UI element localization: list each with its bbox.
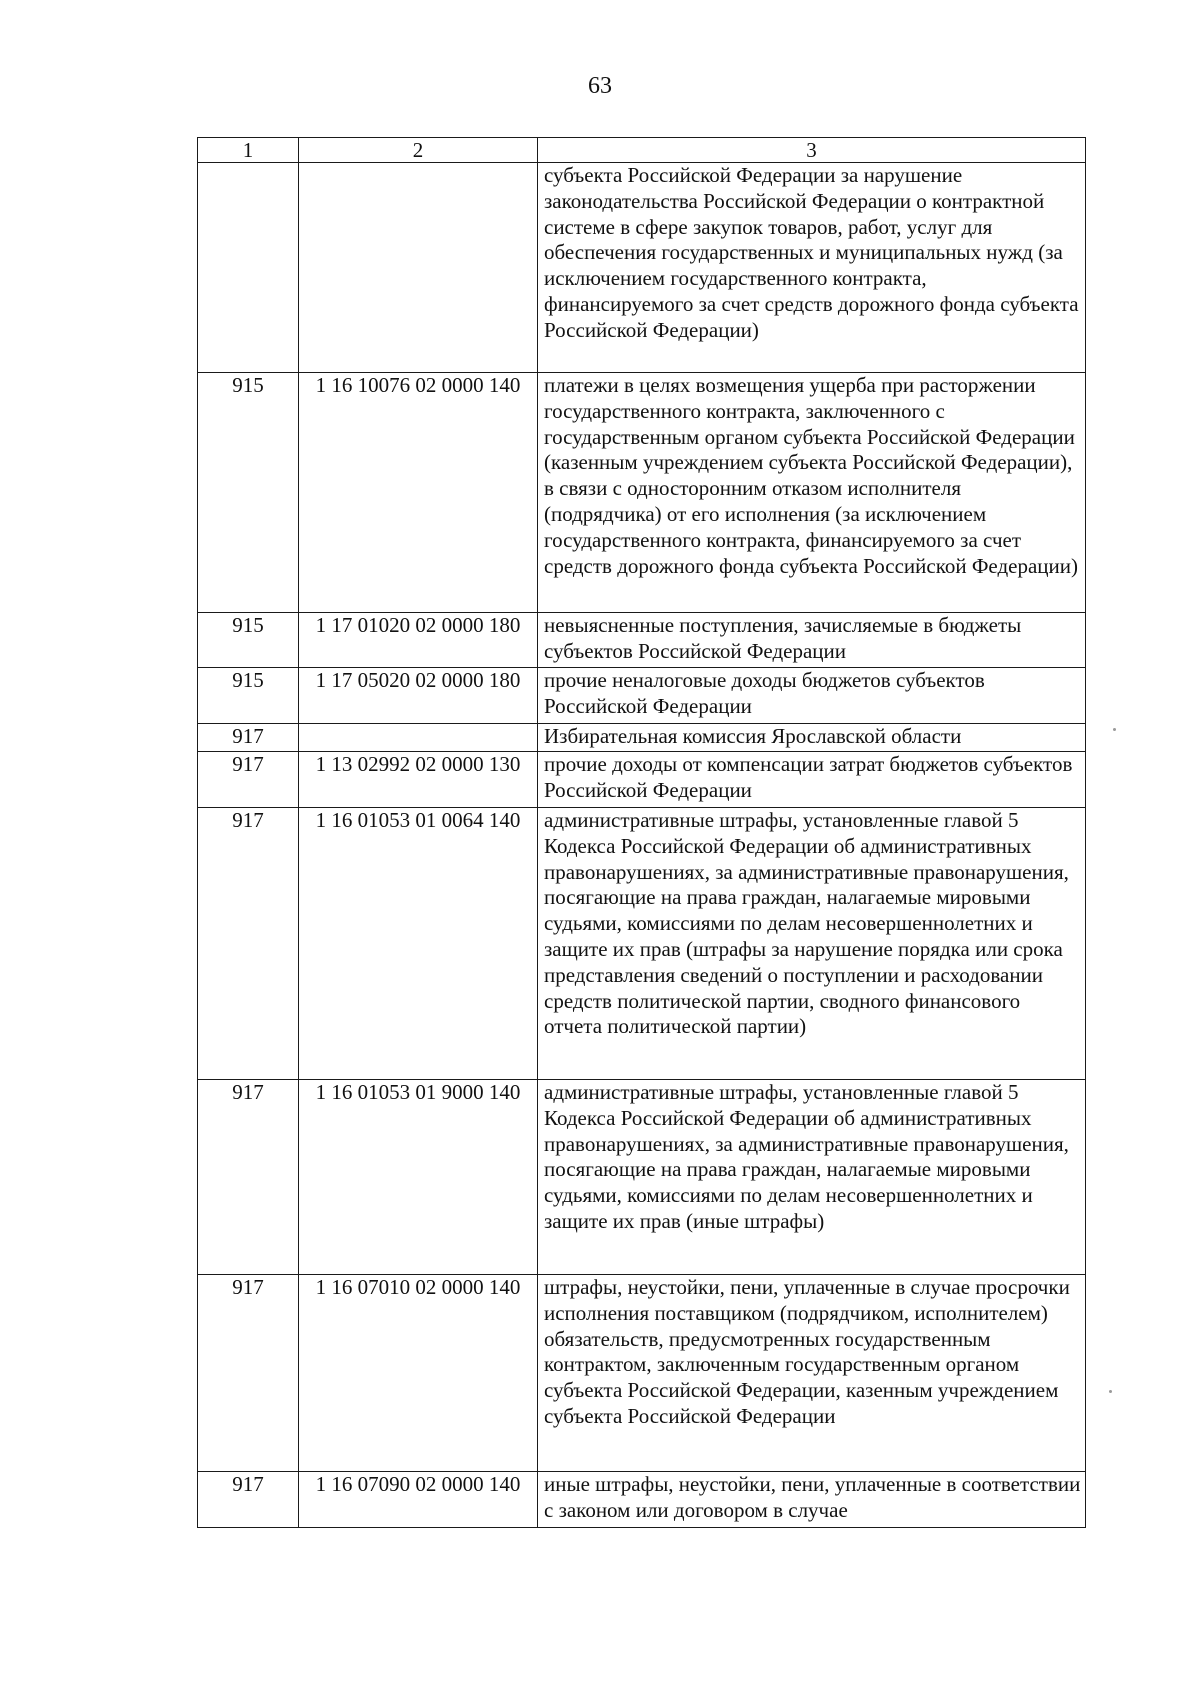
revenue-code-cell: 1 17 05020 02 0000 180 <box>299 668 538 724</box>
column-header-code: 2 <box>299 138 538 163</box>
admin-code-cell: 915 <box>198 613 299 668</box>
table-row <box>198 1472 1086 1528</box>
table-row <box>198 808 1086 1080</box>
description-cell: иные штрафы, неустойки, пени, уплаченные в соответствии с законом или договором в случае <box>538 1472 1086 1528</box>
revenue-code-cell: 1 16 10076 02 0000 140 <box>299 373 538 613</box>
revenue-code-cell: 1 16 01053 01 0064 140 <box>299 808 538 1080</box>
description-cell: административные штрафы, установленные главой 5 Кодекса Российской Федерации об административных правонарушениях, за административные правонарушения, посягающие на права граждан, налагаемые мировыми судьями, комиссиями по делам несовершеннолетних и защите их прав (штрафы за нарушение порядка или срока представления сведений о поступлении и расходовании средств политической партии, сводного финансового отчета политической партии) <box>538 808 1086 1080</box>
admin-code-cell: 915 <box>198 373 299 613</box>
table-row <box>198 613 1086 668</box>
table-row <box>198 752 1086 808</box>
admin-code-cell <box>198 163 299 373</box>
description-cell: невыясненные поступления, зачисляемые в бюджеты субъектов Российской Федерации <box>538 613 1086 668</box>
revenue-code-cell: 1 16 07090 02 0000 140 <box>299 1472 538 1528</box>
scan-speck <box>1113 728 1116 731</box>
revenue-code-cell <box>299 724 538 752</box>
revenue-code-cell: 1 17 01020 02 0000 180 <box>299 613 538 668</box>
column-header-admin: 1 <box>198 138 299 163</box>
admin-code-cell: 917 <box>198 1080 299 1275</box>
description-cell: административные штрафы, установленные главой 5 Кодекса Российской Федерации об административных правонарушениях, за административные правонарушения, посягающие на права граждан, налагаемые мировыми судьями, комиссиями по делам несовершеннолетних и защите их прав (иные штрафы) <box>538 1080 1086 1275</box>
table-row <box>198 163 1086 373</box>
description-cell: штрафы, неустойки, пени, уплаченные в случае просрочки исполнения поставщиком (подрядчиком, исполнителем) обязательств, предусмотренных государственным контрактом, заключенным государственным органом субъекта Российской Федерации, казенным учреждением субъекта Российской Федерации <box>538 1275 1086 1472</box>
budget-revenue-table <box>197 137 1086 1528</box>
revenue-code-cell: 1 16 01053 01 9000 140 <box>299 1080 538 1275</box>
description-cell: прочие доходы от компенсации затрат бюджетов субъектов Российской Федерации <box>538 752 1086 808</box>
revenue-code-cell: 1 13 02992 02 0000 130 <box>299 752 538 808</box>
admin-code-cell: 917 <box>198 1275 299 1472</box>
table-header-row <box>198 138 1086 163</box>
table-row <box>198 373 1086 613</box>
page-number: 63 <box>588 73 612 99</box>
admin-code-cell: 917 <box>198 724 299 752</box>
revenue-code-cell <box>299 163 538 373</box>
admin-code-cell: 917 <box>198 808 299 1080</box>
table-row <box>198 1080 1086 1275</box>
admin-code-cell: 917 <box>198 1472 299 1528</box>
scan-speck <box>1109 1390 1112 1393</box>
description-cell: Избирательная комиссия Ярославской области <box>538 724 1086 752</box>
admin-code-cell: 917 <box>198 752 299 808</box>
table-row <box>198 668 1086 724</box>
description-cell: прочие неналоговые доходы бюджетов субъектов Российской Федерации <box>538 668 1086 724</box>
table-row <box>198 1275 1086 1472</box>
admin-code-cell: 915 <box>198 668 299 724</box>
column-header-description: 3 <box>538 138 1086 163</box>
description-cell: субъекта Российской Федерации за нарушение законодательства Российской Федерации о контрактной системе в сфере закупок товаров, работ, услуг для обеспечения государственных и муниципальных нужд (за исключением государственного контракта, финансируемого за счет средств дорожного фонда субъекта Российской Федерации) <box>538 163 1086 373</box>
description-cell: платежи в целях возмещения ущерба при расторжении государственного контракта, заключенного с государственным органом субъекта Российской Федерации (казенным учреждением субъекта Российской Федерации), в связи с односторонним отказом исполнителя (подрядчика) от его исполнения (за исключением государственного контракта, финансируемого за счет средств дорожного фонда субъекта Российской Федерации) <box>538 373 1086 613</box>
table-row <box>198 724 1086 752</box>
revenue-code-cell: 1 16 07010 02 0000 140 <box>299 1275 538 1472</box>
